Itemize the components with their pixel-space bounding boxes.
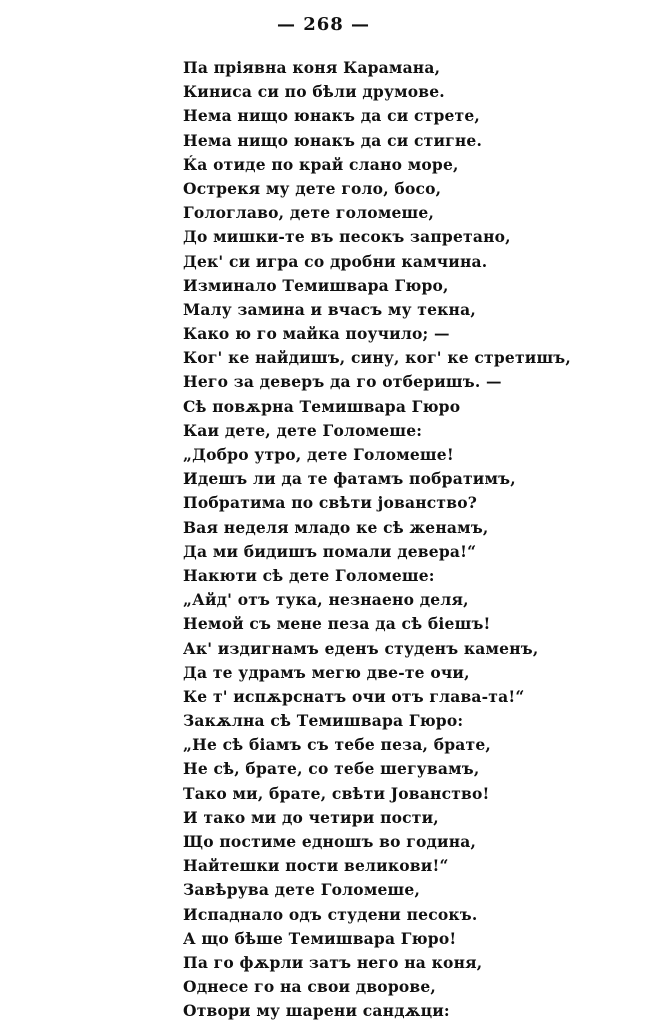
poem-line: Нема нищо юнакъ да си стигне.	[183, 130, 483, 150]
poem-line: Киниса си по бѣли друмове.	[183, 82, 445, 102]
poem-line: Каи дете, дете Голомеше:	[183, 420, 423, 440]
poem-line: Дек' си игра со дробни камчина.	[183, 251, 488, 271]
poem-line: Изминало Темишвара Гюро,	[183, 275, 449, 295]
poem-line: Како ю го майка поучило; —	[183, 324, 450, 344]
page-number: — 268 —	[276, 14, 371, 35]
poem-line: Ак' издигнамъ еденъ студенъ каменъ,	[183, 638, 539, 658]
poem-text	[183, 56, 613, 1024]
poem-line: Острекя му дете голо, босо,	[183, 178, 442, 198]
poem-line: „Добро утро, дете Голомеше!	[183, 445, 454, 464]
poem-line: Закѫлна сѣ Темишвара Гюро:	[183, 711, 464, 731]
poem-line: „Айд' отъ тука, незнаено деля,	[183, 590, 469, 610]
poem-line: Нема нищо юнакъ да си стрете,	[183, 106, 481, 126]
poem-line: И тако ми до четири пости,	[183, 807, 439, 827]
poem-line: Сѣ повѫрна Темишвара Гюро	[183, 396, 461, 416]
poem-line: Накюти сѣ дете Голомеше:	[183, 565, 435, 585]
poem-line: Побратима по свѣти јованство?	[183, 493, 478, 513]
poem-line: Гологлаво, дете голомеше,	[183, 203, 435, 223]
poem-line: Не сѣ, брате, со тебе шегувамъ,	[183, 759, 480, 779]
poem-line: Однесе го на свои дворове,	[183, 977, 437, 997]
poem-line: Да те удрамъ мегю две-те очи,	[183, 662, 470, 682]
poem-line: Да ми бидишъ помали девера!“	[183, 541, 477, 561]
poem-line: Найтешки пости великови!“	[183, 856, 449, 876]
poem-line: Него за деверъ да го отберишъ. —	[183, 372, 502, 392]
poem-line: Ког' ке найдишъ, сину, ког' ке стретишъ,	[183, 348, 571, 368]
poem-line: Па пріявна коня Карамана,	[183, 58, 441, 77]
poem-line: Отвори му шарени сандѫци:	[183, 1001, 450, 1021]
poem-line: Вая неделя младо ке сѣ женамъ,	[183, 517, 489, 537]
poem-line: Идешъ ли да те фатамъ побратимъ,	[183, 469, 516, 489]
poem-line: До мишки-те въ песокъ запретано,	[183, 227, 511, 247]
poem-line: Па го фѫрли затъ него на коня,	[183, 952, 483, 972]
poem-line: „Не сѣ біамъ съ тебе пеза, брате,	[183, 735, 491, 755]
poem-line: Немой съ мене пеза да сѣ біешъ!	[183, 614, 491, 634]
poem-line: А що бѣше Темишвара Гюро!	[183, 928, 457, 948]
poem-line: Испаднало одъ студени песокъ.	[183, 904, 478, 924]
poem-line: Завѣрува дете Голомеше,	[183, 880, 421, 900]
poem-line: Ке т' испѫрснатъ очи отъ глава-та!“	[183, 686, 525, 706]
poem-line: Що постиме едношъ во година,	[183, 832, 477, 851]
poem-line: Ќа отиде по край слано море,	[183, 154, 459, 174]
poem-line: Малу замина и вчасъ му текна,	[183, 299, 476, 319]
poem-line: Тако ми, брате, свѣти Јованство!	[183, 783, 490, 803]
